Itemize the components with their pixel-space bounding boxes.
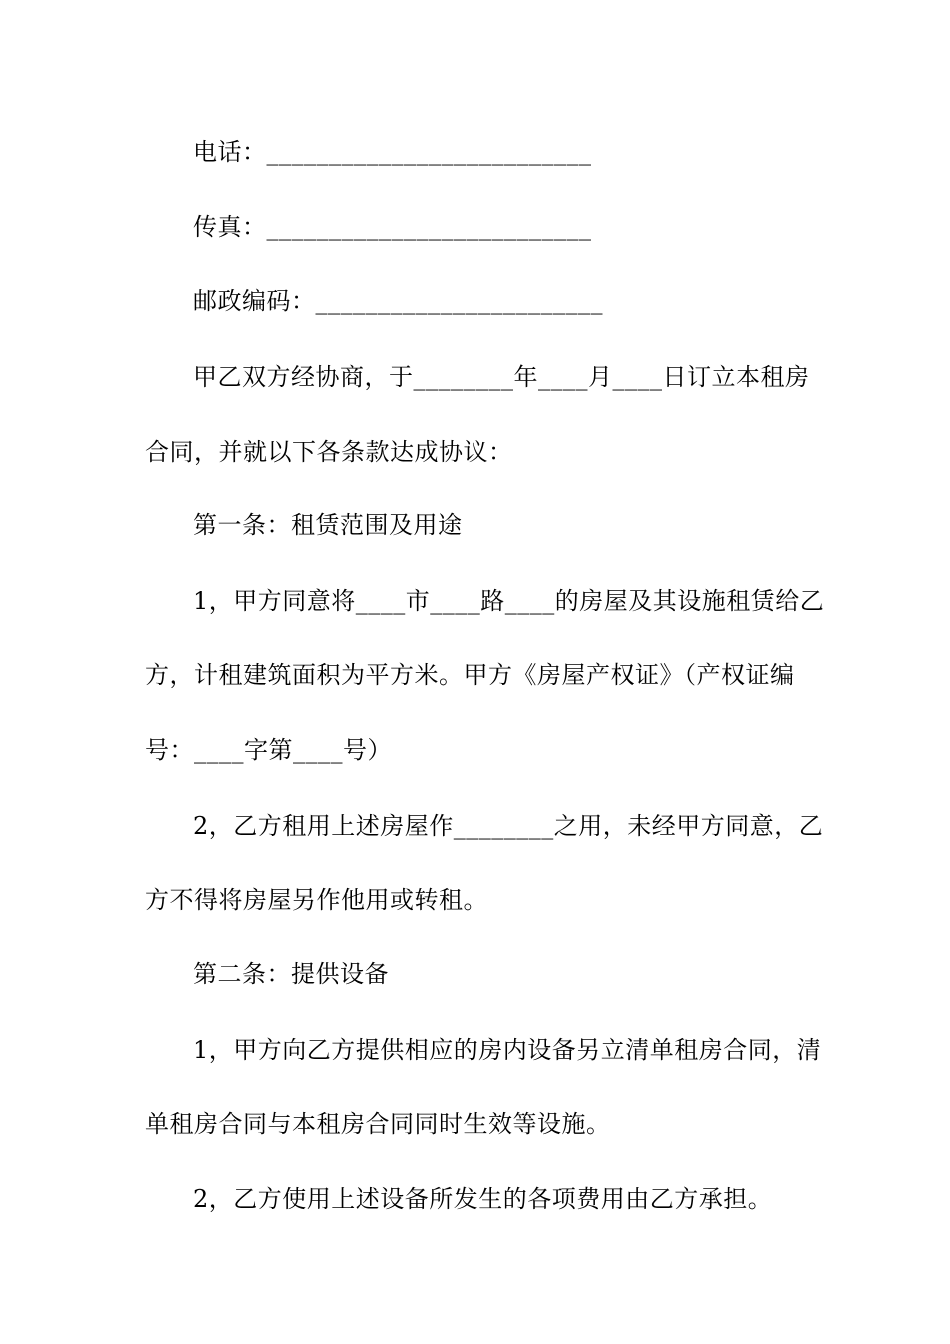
- article-one-item-2-line-1: 2，乙方租用上述房屋作________之用，未经甲方同意，乙: [193, 812, 824, 840]
- article-two-heading: 第二条：提供设备: [193, 960, 389, 988]
- article-one-item-1-line-1: 1，甲方同意将____市____路____的房屋及其设施租赁给乙: [193, 587, 825, 615]
- article-one-heading: 第一条：租赁范围及用途: [193, 511, 463, 539]
- fax-field-line: 传真：__________________________: [193, 213, 592, 241]
- postal-code-field-line: 邮政编码：_______________________: [193, 287, 603, 315]
- article-one-item-2-line-2: 方不得将房屋另作他用或转租。: [145, 886, 488, 914]
- article-one-item-1-line-2: 方，计租建筑面积为平方米。甲方《房屋产权证》（产权证编: [145, 661, 795, 689]
- phone-field-line: 电话：__________________________: [193, 138, 592, 166]
- agreement-intro-line-2: 合同，并就以下各条款达成协议：: [145, 438, 513, 466]
- agreement-intro-line-1: 甲乙双方经协商，于________年____月____日订立本租房: [193, 363, 810, 391]
- article-two-item-1-line-1: 1，甲方向乙方提供相应的房内设备另立清单租房合同，清: [193, 1036, 822, 1064]
- article-two-item-1-line-2: 单租房合同与本租房合同同时生效等设施。: [145, 1110, 611, 1138]
- article-one-item-1-line-3: 号：____字第____号）: [145, 736, 392, 764]
- article-two-item-2-line-1: 2，乙方使用上述设备所发生的各项费用由乙方承担。: [193, 1185, 773, 1213]
